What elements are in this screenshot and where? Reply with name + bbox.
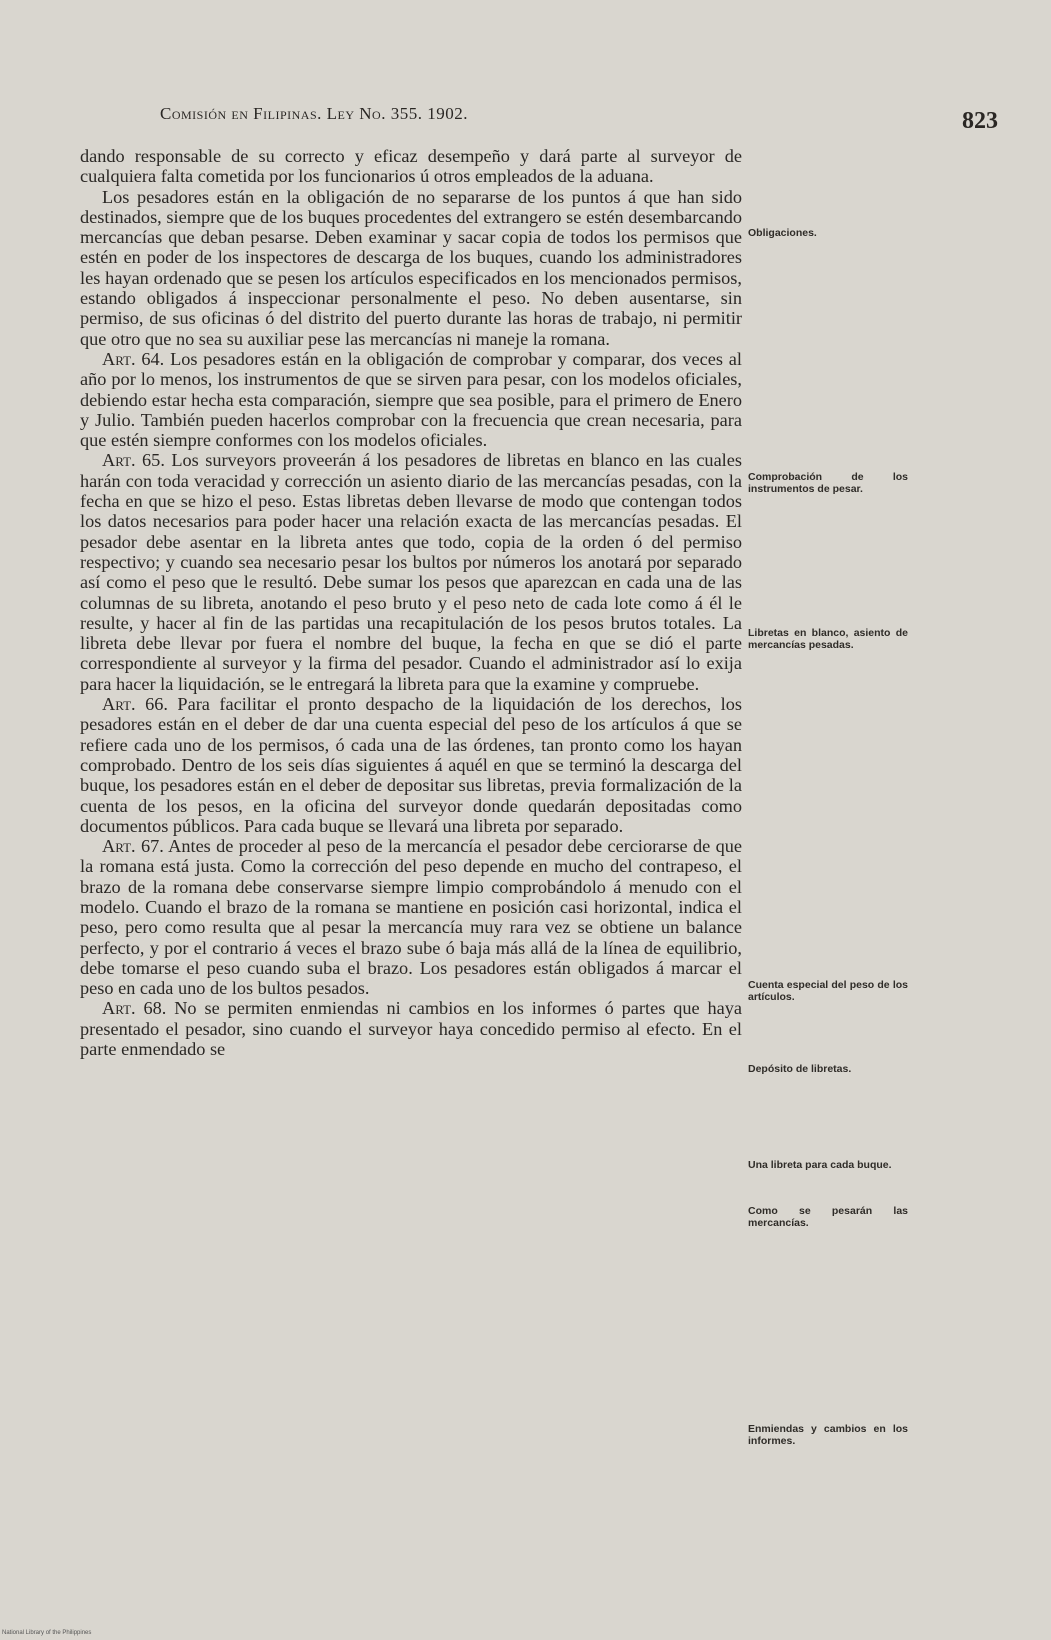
margin-note: Comprobación de los instrumentos de pesar. (748, 471, 908, 495)
paragraph-text: Los surveyors proveerán á los pesadores de libretas en blanco en las cuales harán con toda veracidad y corrección un asiento diario de las mercancías pesadas, con la fecha en que se hizo el peso. Estas libretas deben llevarse de modo que contengan todos los datos necesarios para poder hacer una relación exacta de las mercancías pesadas. El pesador debe asentar en la libreta antes que todo, copia de la orden ó del permiso respectivo; y cuando sea necesario pesar los bultos por números los anotará por separado así como el peso que le resultó. Debe sumar los pesos que aparezcan en cada una de las columnas de su libreta, anotando el peso bruto y el peso neto de cada lote como á él le resulte, y hacer al fin de las partidas una recapitulación de los pesos brutos totales. La libreta debe llevar por fuera el nombre del buque, la fecha en que se dió el parte correspondiente al surveyor y la firma del pesador. Cuando el administrador así lo exija para hacer la liquidación, se le entregará la libreta para que la examine y compruebe. (80, 450, 742, 694)
article-paragraph (80, 998, 742, 1059)
article-label: Art. 68. (102, 998, 167, 1019)
paragraph-text: dando responsable de su correcto y eficaz desempeño y dará parte al surveyor de cualquiera falta cometida por los funcionarios ú otros empleados de la aduana. (80, 146, 742, 187)
paragraph-text: Los pesadores están en la obligación de no separarse de los puntos á que han sido destinados, siempre que de los buques procedentes del extrangero se estén desembarcando mercancías que deban pesarse. Deben examinar y sacar copia de todos los permisos que estén en poder de los inspectores de descarga de los buques, cuando los administradores les hayan ordenado que se pesen los artículos especificados en los mencionados permisos, estando obligados á inspeccionar personalmente el peso. No deben ausentarse, sin permiso, de sus oficinas ó del distrito del puerto durante las horas de trabajo, ni permitir que otro que no sea su auxiliar pese las mercancías ni maneje la romana. (80, 186, 742, 349)
paragraph-text: Para facilitar el pronto despacho de la liquidación de los derechos, los pesadores están en el deber de dar una cuenta especial del peso de los artículos á que se refiere cada uno de los permisos, ó cada una de las órdenes, tan pronto como los hayan comprobado. Dentro de los seis días siguientes á aquél en que se terminó la descarga del buque, los pesadores están en el deber de depositar sus libretas, previa formalización de la cuenta de los pesos, en la oficina del surveyor donde quedarán depositadas como documentos públicos. Para cada buque se llevará una libreta por separado. (80, 694, 742, 836)
body-text (80, 146, 742, 1059)
paragraph (80, 187, 742, 349)
margin-note: Una libreta para cada buque. (748, 1159, 892, 1171)
running-title: Comisión en Filipinas. Ley No. 355. 1902. (160, 104, 468, 123)
article-paragraph (80, 836, 742, 998)
margin-note: Cuenta especial del peso de los artículos. (748, 979, 908, 1003)
margin-note: Como se pesarán las mercancías. (748, 1205, 908, 1229)
article-paragraph (80, 450, 742, 694)
scan-footer: National Library of the Philippines (2, 1630, 92, 1636)
margin-note: Depósito de libretas. (748, 1063, 852, 1075)
page-number: 823 (962, 108, 998, 134)
margin-note: Enmiendas y cambios en los informes. (748, 1423, 908, 1447)
article-label: Art. 66. (102, 694, 168, 715)
article-paragraph (80, 694, 742, 836)
article-label: Art. 65. (102, 450, 165, 471)
paragraph-text: No se permiten enmiendas ni cambios en los informes ó partes que haya presentado el pesador, sino cuando el surveyor haya concedido permiso al efecto. En el parte enmendado se (80, 998, 742, 1060)
paragraph-text: Los pesadores están en la obligación de comprobar y comparar, dos veces al año por lo menos, los instrumentos de que se sirven para pesar, con los modelos oficiales, debiendo estar hecha esta comparación, siempre que sea posible, para el primero de Enero y Julio. También pueden hacerlos comprobar con la frecuencia que crean necesaria, para que estén siempre conformes con los modelos oficiales. (80, 348, 742, 451)
article-label: Art. 67. (102, 836, 164, 857)
margin-note: Obligaciones. (748, 227, 817, 239)
margin-note: Libretas en blanco, asiento de mercancías pesadas. (748, 627, 908, 651)
article-label: Art. 64. (102, 348, 165, 369)
article-paragraph (80, 349, 742, 450)
paragraph-text: Antes de proceder al peso de la mercancía el pesador debe cerciorarse de que la romana está justa. Como la corrección del peso depende en mucho del contrapeso, el brazo de la romana debe conservarse siempre limpio comprobándolo á menudo con el modelo. Cuando el brazo de la romana se mantiene en posición casi horizontal, indica el peso, pero como resulta que al pesar la mercancía muy rara vez se obtiene un balance perfecto, y por el contrario á veces el brazo sube ó baja más allá de la línea de equilibrio, debe tomarse el peso cuando suba el brazo. Los pesadores están obligados á marcar el peso en cada uno de los bultos pesados. (80, 836, 743, 999)
paragraph (80, 146, 742, 187)
